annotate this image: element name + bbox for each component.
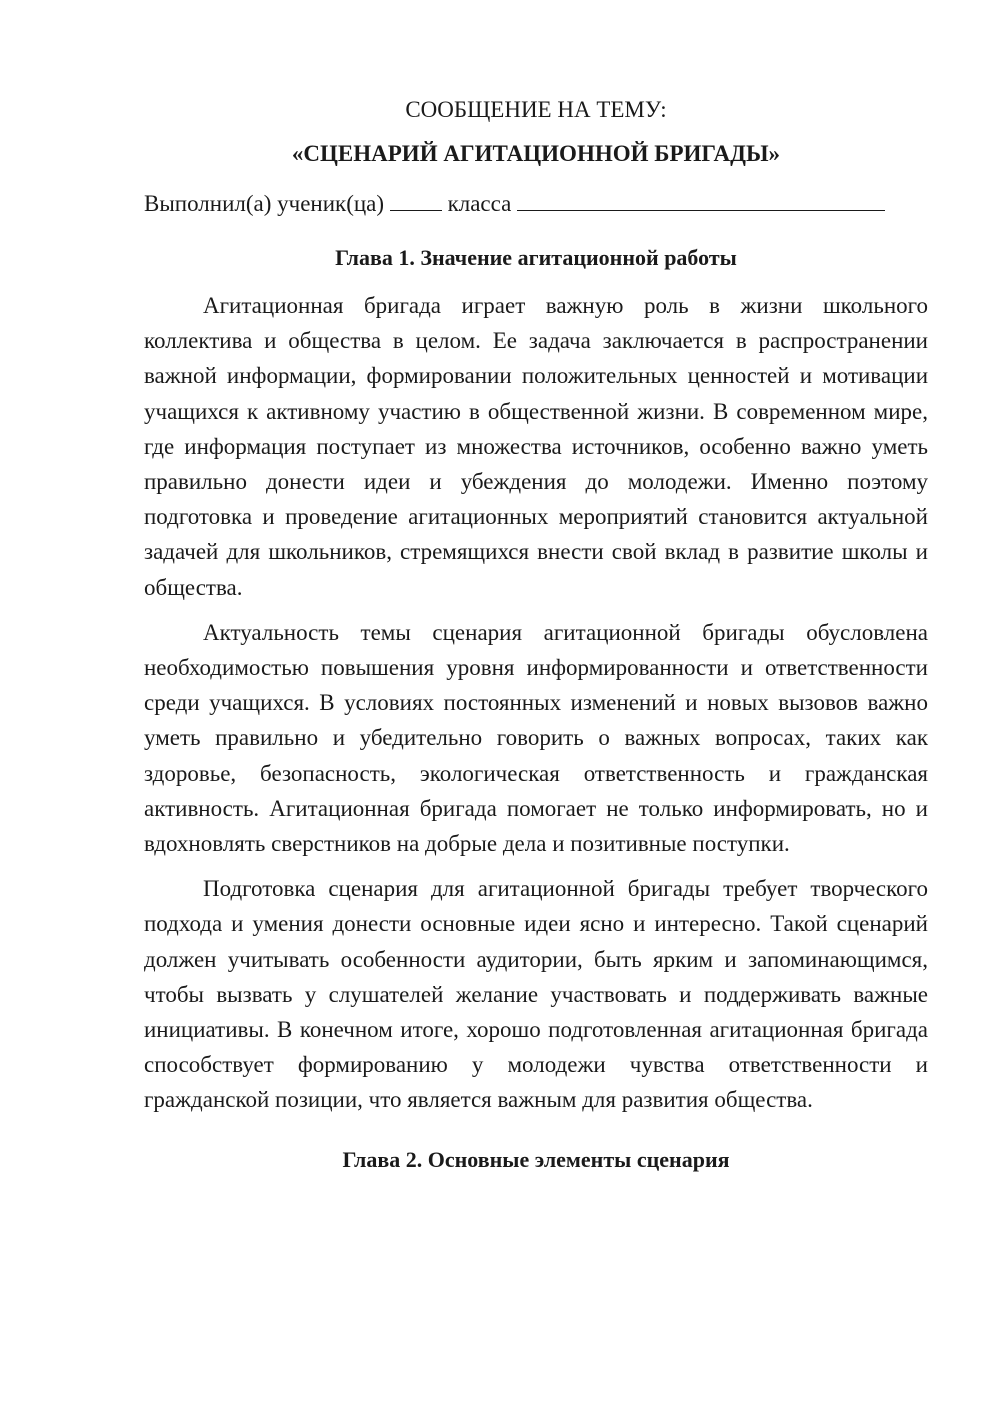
author-line <box>144 188 928 220</box>
document-page <box>144 90 928 1176</box>
class-label: класса <box>447 191 512 216</box>
paragraph-3: Подготовка сценария для агитационной бригады требует творческого подхода и умения донести основные идеи ясно и интересно. Такой сценарий должен учитывать особенности аудитории, быть ярким и запоминающимся, чтобы вызвать у слушателей желание участвовать и поддерживать важные инициативы. В конечном итоге, хорошо подготовленная агитационная бригада способствует формированию у молодежи чувства ответственности и гражданской позиции, что является важным для развития общества. <box>144 876 928 1113</box>
paragraph-2: Актуальность темы сценария агитационной бригады обусловлена необходимостью повышения уровня информированности и ответственности среди учащихся. В условиях постоянных изменений и новых вызовов важно уметь правильно и убедительно говорить о важных вопросах, таких как здоровье, безопасность, экологическая ответственность и гражданская активность. Агитационная бригада помогает не только информировать, но и вдохновлять сверстников на добрые дела и позитивные поступки. <box>144 619 928 857</box>
class-number-blank <box>390 190 442 211</box>
document-topic-label: СООБЩЕНИЕ НА ТЕМУ: <box>405 97 667 122</box>
chapter-1-title: Глава 1. Значение агитационной работы <box>335 245 737 270</box>
document-title: «СЦЕНАРИЙ АГИТАЦИОННОЙ БРИГАДЫ» <box>291 141 781 166</box>
paragraph-1: Агитационная бригада играет важную роль в жизни школьного коллектива и общества в целом. Ее задача заключается в распространении важной информации, формировании положительных ценностей и мотивации учащихся к активному участию в общественной жизни. В современном мире, где информация поступает из множества источников, особенно важно уметь правильно донести идеи и убеждения до молодежи. Именно поэтому подготовка и проведение агитационных мероприятий становится актуальной задачей для школьников, стремящихся внести свой вклад в развитие школы и общества. <box>144 293 928 600</box>
author-prefix-label: Выполнил(а) ученик(ца) <box>144 191 385 216</box>
author-name-blank <box>517 190 885 211</box>
chapter-2-title: Глава 2. Основные элементы сценария <box>342 1146 730 1172</box>
